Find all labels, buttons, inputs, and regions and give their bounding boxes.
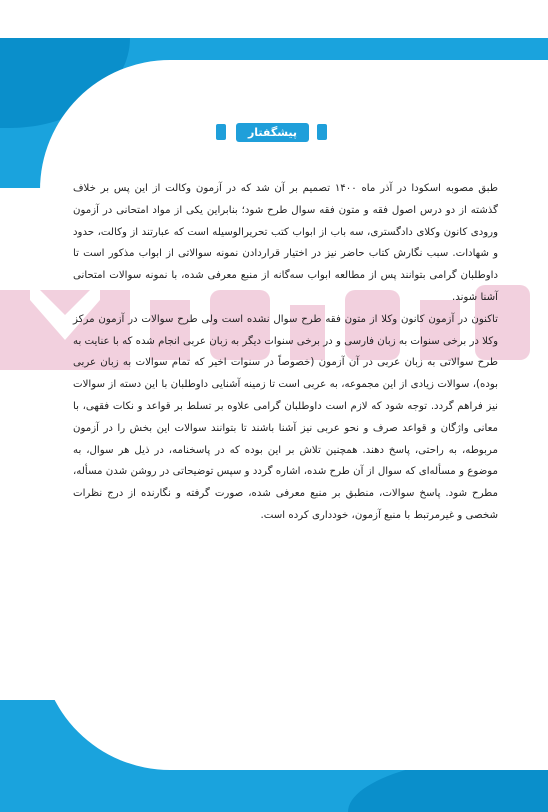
preface-body: [73, 178, 498, 527]
top-margin: [0, 0, 548, 38]
heading-container: [220, 121, 325, 143]
paragraph-1: طبق مصوبه اسکودا در آذر ماه ۱۴۰۰ تصمیم بر آن شد که در آزمون وکالت از این پس بر خلاف گذشته از دو درس اصول فقه و متون فقه سوال طرح شود؛ بنابراین یکی از مواد امتحانی در آزمون ورودی کانون وکلای دادگستری، سه باب از ابواب کتب تحریرالوسیله است که عبارتند از وکالت، حدود و شهادات. سبب نگارش کتاب حاضر نیز در اختیار قراردادن نمونه سوالاتی از ابواب مذکور است تا داوطلبان گرامی بتوانند پس از مطالعه ابواب سه‌گانه از منبع معرفی شده، با نمونه سوالات امتحانی آشنا شوند.: [73, 183, 498, 303]
paragraph-2: تاکنون در آزمون کانون وکلا از متون فقه طرح سوال نشده است ولی طرح سوالات در آزمون مرکز وکلا در برخی سنوات به زبان فارسی و در برخی سنوات دیگر به زبان عربی انجام شده که با عنایت به طرح سوالاتی به زبان عربی در آن آزمون (خصوصاً در سنوات اخیر که تمام سوالات به زبان عربی بوده)، سوالات زیادی از این مجموعه، به عربی است تا زمینه آشنایی داوطلبان با این دسته از سوالات نیز فراهم گردد. توجه شود که لازم است داوطلبان گرامی علاوه بر تسلط بر قواعد و نکات فقهی، با معانی واژگان و قواعد صرف و نحو عربی نیز آشنا باشند تا بتوانند سوالات این بخش را در آزمون مربوطه، به راحتی، پاسخ دهند. همچنین تلاش بر این بوده که در پاسخنامه، در ذیل هر سوال، به موضوع و مسأله‌ای که سوال از آن طرح شده، اشاره گردد و سپس توضیحاتی در روشن شدن مسأله، مطرح شود. پاسخ سوالات، منطبق بر منبع معرفی شده، صورت گرفته و نگارنده از درج نظرات شخصی و غیرمرتبط با منبع آزمون، خودداری کرده است.: [73, 313, 498, 521]
page-heading: پیشگفتار: [236, 123, 309, 142]
